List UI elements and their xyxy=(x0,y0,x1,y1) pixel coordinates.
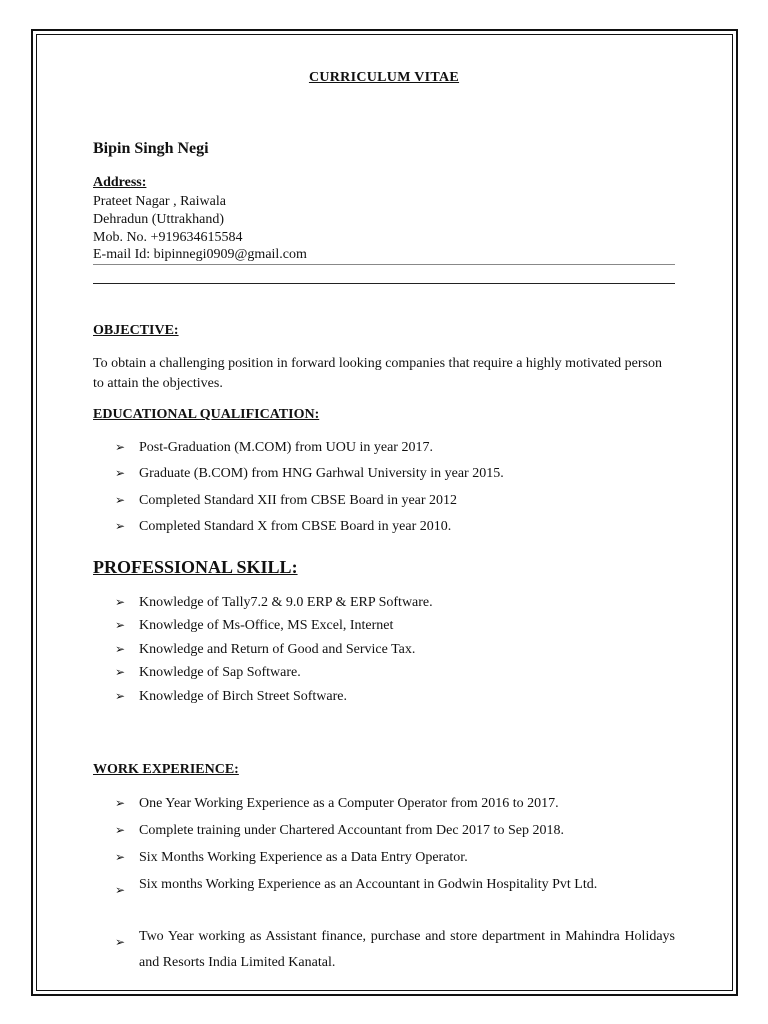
objective-heading: OBJECTIVE: xyxy=(93,323,179,338)
bullet-arrow-icon: ➢ xyxy=(115,823,126,837)
experience-item: ➢ Two Year working as Assistant finance, purchase and store department in Mahindra Holidays and Resorts India Limited Kanatal. xyxy=(115,929,675,970)
address-line: Dehradun (Uttrakhand) xyxy=(93,212,225,227)
bullet-arrow-icon: ➢ xyxy=(115,850,126,864)
bullet-arrow-icon: ➢ xyxy=(115,689,126,703)
bullet-arrow-icon: ➢ xyxy=(115,935,126,949)
bullet-arrow-icon: ➢ xyxy=(115,440,126,454)
document-title: CURRICULUM VITAE xyxy=(308,70,460,85)
bullet-arrow-icon: ➢ xyxy=(115,642,126,656)
bullet-arrow-icon: ➢ xyxy=(115,665,126,679)
address-heading: Address: xyxy=(93,175,147,190)
experience-heading: WORK EXPERIENCE: xyxy=(93,762,239,777)
address-line: Prateet Nagar , Raiwala xyxy=(93,194,226,209)
bullet-arrow-icon: ➢ xyxy=(115,466,126,480)
education-heading: EDUCATIONAL QUALIFICATION: xyxy=(93,407,320,422)
bullet-arrow-icon: ➢ xyxy=(115,493,126,507)
bullet-arrow-icon: ➢ xyxy=(115,618,126,632)
bullet-arrow-icon: ➢ xyxy=(115,796,126,810)
bullet-arrow-icon: ➢ xyxy=(115,883,126,897)
skills-heading: PROFESSIONAL SKILL: xyxy=(93,557,298,577)
divider-line xyxy=(93,283,675,284)
email-line: E-mail Id: bipinnegi0909@gmail.com xyxy=(93,247,307,262)
experience-item: ➢ Six months Working Experience as an Accountant in Godwin Hospitality Pvt Ltd. xyxy=(115,872,675,898)
candidate-name: Bipin Singh Negi xyxy=(93,140,209,157)
phone-line: Mob. No. +919634615584 xyxy=(93,230,243,245)
divider-line xyxy=(93,264,675,265)
bullet-arrow-icon: ➢ xyxy=(115,595,126,609)
bullet-arrow-icon: ➢ xyxy=(115,519,126,533)
objective-text: To obtain a challenging position in forward looking companies that require a highly motivated person to attain the objectives. xyxy=(93,356,662,391)
